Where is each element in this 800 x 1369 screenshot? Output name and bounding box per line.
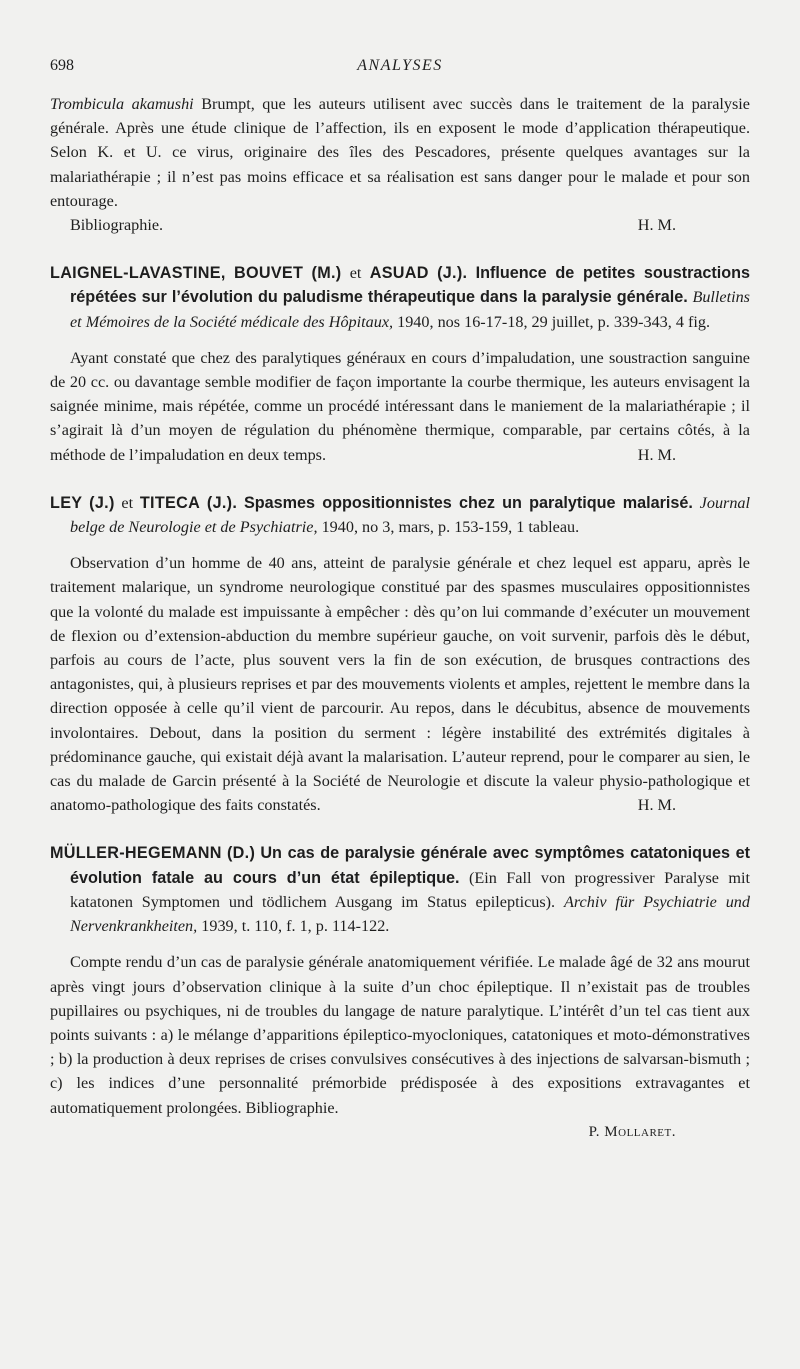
abstract-text: Compte rendu d’un cas de paralysie générale anatomiquement vérifiée. Le malade âgé de 32 ans mourut après vingt jours d’observation clinique à la suite d’un choc épileptique. Il n’existait pas de troubles pupillaires ou psychiques, ni de troubles du langage de nature paralytique. L’intérêt d’un tel cas tient aux points suivants : a) le mélange d’apparitions épileptico-myocloniques, catatoniques et moto-démonstratives ; b) la production à deux reprises de crises convulsives consécutives à des injections de salvarsan-bismuth ; c) les indices d’une personnalité prémorbide prédisposée à des expositions extravagantes et automatiquement prolongées. Bibliographie. xyxy=(50,953,750,1117)
intro-biblio: Bibliographie. xyxy=(70,216,164,235)
author-name: MÜLLER-HEGEMANN xyxy=(50,844,222,863)
intro-signature: H. M. xyxy=(637,216,676,235)
conjunction: et xyxy=(349,264,362,283)
author-name: TITECA xyxy=(139,493,201,512)
author-initial: (M.) xyxy=(311,264,342,283)
conjunction: et xyxy=(121,493,134,512)
author-initial: (J.). xyxy=(437,264,468,283)
author-name: LEY xyxy=(50,493,83,512)
entry-ley xyxy=(50,491,750,818)
journal-name: Archiv für Psychiatrie und Nervenkrankheiten, xyxy=(70,892,750,936)
journal-name: Journal belge de Neurologie et de Psychiatrie, xyxy=(70,493,751,537)
abstract-text: Ayant constaté que chez des paralytiques généraux en cours d’impaludation, une soustraction sanguine de 20 cc. ou davantage semble modifier de façon importante la courbe thermique, les auteurs envisagent la saignée minime, mais répétée, comme un procédé intéressant dans le maniement de la malariathérapie ; il s’agirait là d’un moyen de régulation du phénomène thermique, comparable, par certains côtés, à la méthode de l’impaludation en deux temps. xyxy=(50,348,750,464)
journal-name: Bulletins et Mémoires de la Société médicale des Hôpitaux, xyxy=(70,288,750,331)
running-head: ANALYSES xyxy=(357,57,443,74)
intro-text: Brumpt, que les auteurs utilisent avec succès dans le traitement de la paralysie générale. Après une étude clinique de l’affection, ils en exposent le mode d’application thérapeutique. Selon K. et U. ce virus, originaire des îles des Pescadores, présente quelques avantages sur la malariathérapie ; il n’est pas moins efficace et sa réalisation est sans danger pour le malade et pour son entourage. xyxy=(50,95,750,210)
entry-reference xyxy=(50,841,750,938)
reviewer-signature: P. Mollaret. xyxy=(588,1123,676,1140)
abstract-text: Observation d’un homme de 40 ans, atteint de paralysie générale et chez lequel est apparu, après le traitement malarique, un syndrome neurologique constitué par des spasmes musculaires oppositionnistes que la volonté du malade est impuissante à empêcher : dès qu’on lui commande d’exécuter un mouvement de flexion ou d’extension-abduction du membre supérieur gauche, on voit survenir, parfois dès le début, parfois au cours de l’acte, plus souvent vers la fin de son exécution, de brusques contractions des antagonistes, qui, à plusieurs reprises et par des mouvements violents et amples, rejettent le membre dans la direction opposée à celle qu’il vient de parcourir. Au repos, dans le décubitus, absence de mouvements involontaires. Debout, dans la position du serment : légère instabilité des extrémités digitales à prédominance gauche, qui existait déjà avant la malarisation. L’auteur reprend, pour le comparer au sien, le cas du malade de Garcin présenté à la Société de Neurologie et discute la valeur physio-pathologique et anatomo-pathologique des faits constatés. xyxy=(50,554,750,815)
intro-genus: Trombicula akamushi xyxy=(50,95,194,113)
author-name: LAIGNEL-LAVASTINE, xyxy=(50,264,226,283)
intro-paragraph xyxy=(50,92,750,213)
publication-details: 1939, t. 110, f. 1, p. 114-122. xyxy=(201,917,390,936)
entry-reference xyxy=(50,261,750,334)
entry-abstract xyxy=(50,950,750,1119)
entry-abstract xyxy=(50,346,750,467)
entry-reference xyxy=(50,491,750,539)
author-initial: (J.) xyxy=(89,493,115,512)
article-title: Un cas de paralysie générale avec symptômes catatoniques et évolution fatale au cours d’un état épileptique. xyxy=(70,844,751,887)
author-name: ASUAD xyxy=(369,264,429,283)
entry-abstract xyxy=(50,551,750,817)
publication-details: 1940, nos 16-17-18, 29 juillet, p. 339-343, 4 fig. xyxy=(397,312,711,331)
entry-laignel xyxy=(50,261,750,467)
article-title: Influence de petites soustractions répétées sur l’évolution du paludisme thérapeutique dans la paralysie générale. xyxy=(70,264,751,307)
intro-biblio-line xyxy=(50,213,750,237)
article-title: Spasmes oppositionnistes chez un paralytique malarisé. xyxy=(243,493,693,512)
author-initial: (D.) xyxy=(226,844,256,863)
original-title: (Ein Fall von progressiver Paralyse mit katatonen Symptomen und tödlichem Ausgang im Status epilepticus). xyxy=(70,868,750,911)
text-column xyxy=(50,92,750,1144)
author-name: BOUVET xyxy=(233,264,304,283)
page-header xyxy=(50,57,750,79)
reviewer-signature: H. M. xyxy=(637,445,676,464)
entry-muller xyxy=(50,841,750,1143)
author-initial: (J.). xyxy=(206,493,238,512)
publication-details: 1940, no 3, mars, p. 153-159, 1 tableau. xyxy=(321,518,580,537)
page-number: 698 xyxy=(50,57,74,74)
reviewer-signature: H. M. xyxy=(637,796,676,815)
